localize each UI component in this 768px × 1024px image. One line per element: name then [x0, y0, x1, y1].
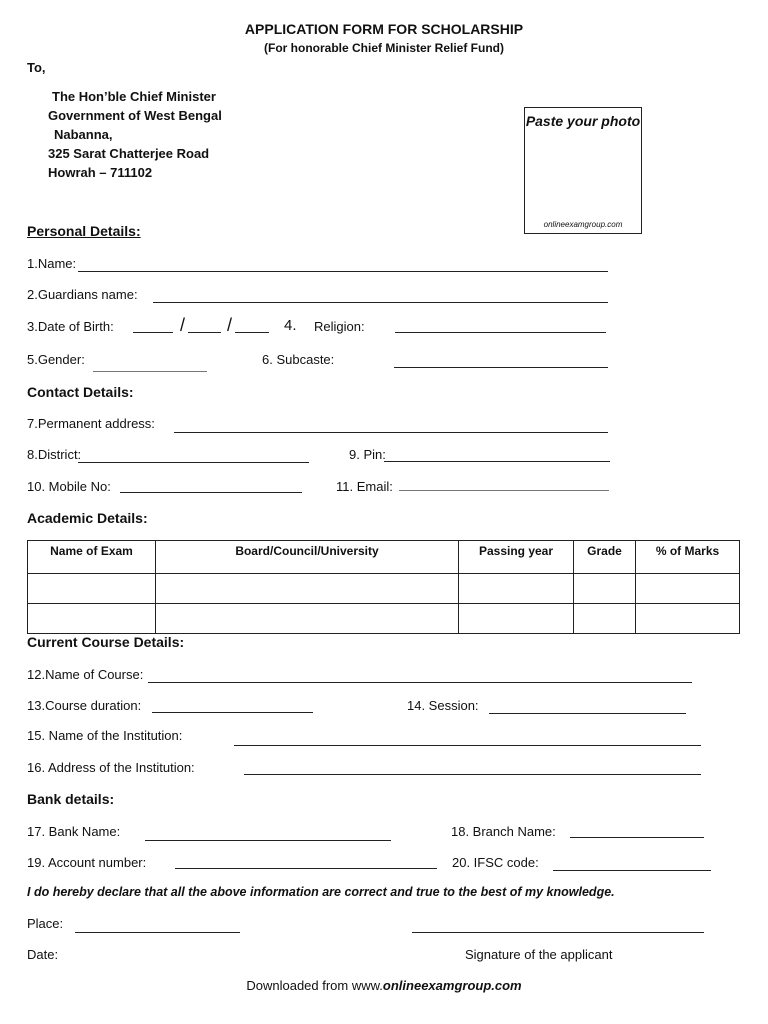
dob-day-field[interactable] — [133, 332, 173, 333]
academic-header-row — [28, 541, 740, 574]
district-label: 8.District: — [27, 447, 82, 462]
session-label: 14. Session: — [407, 698, 479, 713]
guardian-label: 2.Guardians name: — [27, 287, 138, 302]
personal-details-heading: Personal Details: — [27, 223, 141, 239]
course-details-heading: Current Course Details: — [27, 634, 185, 650]
institution-field[interactable] — [234, 745, 701, 746]
col-percent-marks: % of Marks — [636, 541, 740, 574]
recipient-line-3: Nabanna, — [54, 127, 113, 142]
guardian-field[interactable] — [153, 302, 608, 303]
place-label: Place: — [27, 916, 64, 931]
form-title: APPLICATION FORM FOR SCHOLARSHIP — [244, 21, 524, 37]
contact-details-heading: Contact Details: — [27, 384, 134, 400]
photo-box[interactable] — [524, 107, 642, 234]
email-label: 11. Email: — [336, 479, 393, 494]
bank-name-label: 17. Bank Name: — [27, 824, 121, 839]
recipient-to: To, — [27, 60, 46, 75]
footer-link[interactable]: onlineexamgroup.com — [382, 978, 522, 993]
institution-label: 15. Name of the Institution: — [27, 728, 183, 743]
district-field[interactable] — [78, 462, 309, 463]
academic-table — [27, 540, 740, 634]
pin-label: 9. Pin: — [349, 447, 386, 462]
account-number-field[interactable] — [175, 868, 437, 869]
recipient-line-2: Government of West Bengal — [48, 108, 222, 123]
declaration-text: I do hereby declare that all the above information are correct and true to the best of my knowledge. — [27, 885, 615, 899]
dob-separator-1: / — [180, 315, 186, 335]
footer-credit — [0, 978, 768, 993]
dob-label: 3.Date of Birth: — [27, 319, 114, 334]
photo-label: Paste your photo — [525, 113, 641, 129]
course-name-field[interactable] — [148, 682, 692, 683]
subcaste-label: 6. Subcaste: — [262, 352, 335, 367]
branch-name-label: 18. Branch Name: — [451, 824, 556, 839]
name-field[interactable] — [78, 271, 608, 272]
table-row — [28, 574, 740, 604]
footer-prefix: Downloaded from www. — [246, 978, 383, 993]
academic-details-heading: Academic Details: — [27, 510, 148, 526]
mobile-label: 10. Mobile No: — [27, 479, 111, 494]
bank-details-heading: Bank details: — [27, 791, 115, 807]
recipient-line-1: The Hon’ble Chief Minister — [52, 89, 216, 104]
course-duration-field[interactable] — [152, 712, 313, 713]
name-label: 1.Name: — [27, 256, 77, 271]
table-cell[interactable] — [574, 574, 636, 604]
table-cell[interactable] — [574, 604, 636, 634]
recipient-line-5: Howrah – 711102 — [48, 165, 153, 180]
table-cell[interactable] — [459, 604, 574, 634]
col-passing-year: Passing year — [459, 541, 574, 574]
account-number-label: 19. Account number: — [27, 855, 147, 870]
pin-field[interactable] — [384, 461, 610, 462]
ifsc-field[interactable] — [553, 870, 711, 871]
table-cell[interactable] — [28, 604, 156, 634]
subcaste-field[interactable] — [394, 367, 608, 368]
form-subtitle: (For honorable Chief Minister Relief Fund) — [264, 41, 504, 55]
permanent-address-field[interactable] — [174, 432, 608, 433]
photo-watermark: onlineexamgroup.com — [543, 220, 623, 229]
signature-label: Signature of the applicant — [465, 947, 613, 962]
table-cell[interactable] — [636, 604, 740, 634]
mobile-field[interactable] — [120, 492, 302, 493]
religion-number: 4. — [284, 317, 297, 334]
recipient-line-4: 325 Sarat Chatterjee Road — [48, 146, 210, 161]
gender-field[interactable] — [93, 371, 207, 372]
table-cell[interactable] — [459, 574, 574, 604]
institution-address-field[interactable] — [244, 774, 701, 775]
branch-name-field[interactable] — [570, 837, 704, 838]
ifsc-label: 20. IFSC code: — [452, 855, 539, 870]
table-cell[interactable] — [156, 604, 459, 634]
col-grade: Grade — [574, 541, 636, 574]
session-field[interactable] — [489, 713, 686, 714]
table-cell[interactable] — [636, 574, 740, 604]
table-cell[interactable] — [28, 574, 156, 604]
date-label: Date: — [27, 947, 59, 962]
dob-month-field[interactable] — [188, 332, 221, 333]
table-cell[interactable] — [156, 574, 459, 604]
col-name-of-exam: Name of Exam — [28, 541, 156, 574]
course-name-label: 12.Name of Course: — [27, 667, 144, 682]
table-row — [28, 604, 740, 634]
religion-field[interactable] — [395, 332, 606, 333]
gender-label: 5.Gender: — [27, 352, 85, 367]
bank-name-field[interactable] — [145, 840, 391, 841]
institution-address-label: 16. Address of the Institution: — [27, 760, 195, 775]
col-board: Board/Council/University — [156, 541, 459, 574]
permanent-address-label: 7.Permanent address: — [27, 416, 155, 431]
religion-label: Religion: — [314, 319, 365, 334]
email-field[interactable] — [399, 490, 609, 491]
dob-year-field[interactable] — [235, 332, 269, 333]
place-field[interactable] — [75, 932, 240, 933]
dob-separator-2: / — [227, 315, 233, 335]
course-duration-label: 13.Course duration: — [27, 698, 142, 713]
signature-line[interactable] — [412, 932, 704, 933]
